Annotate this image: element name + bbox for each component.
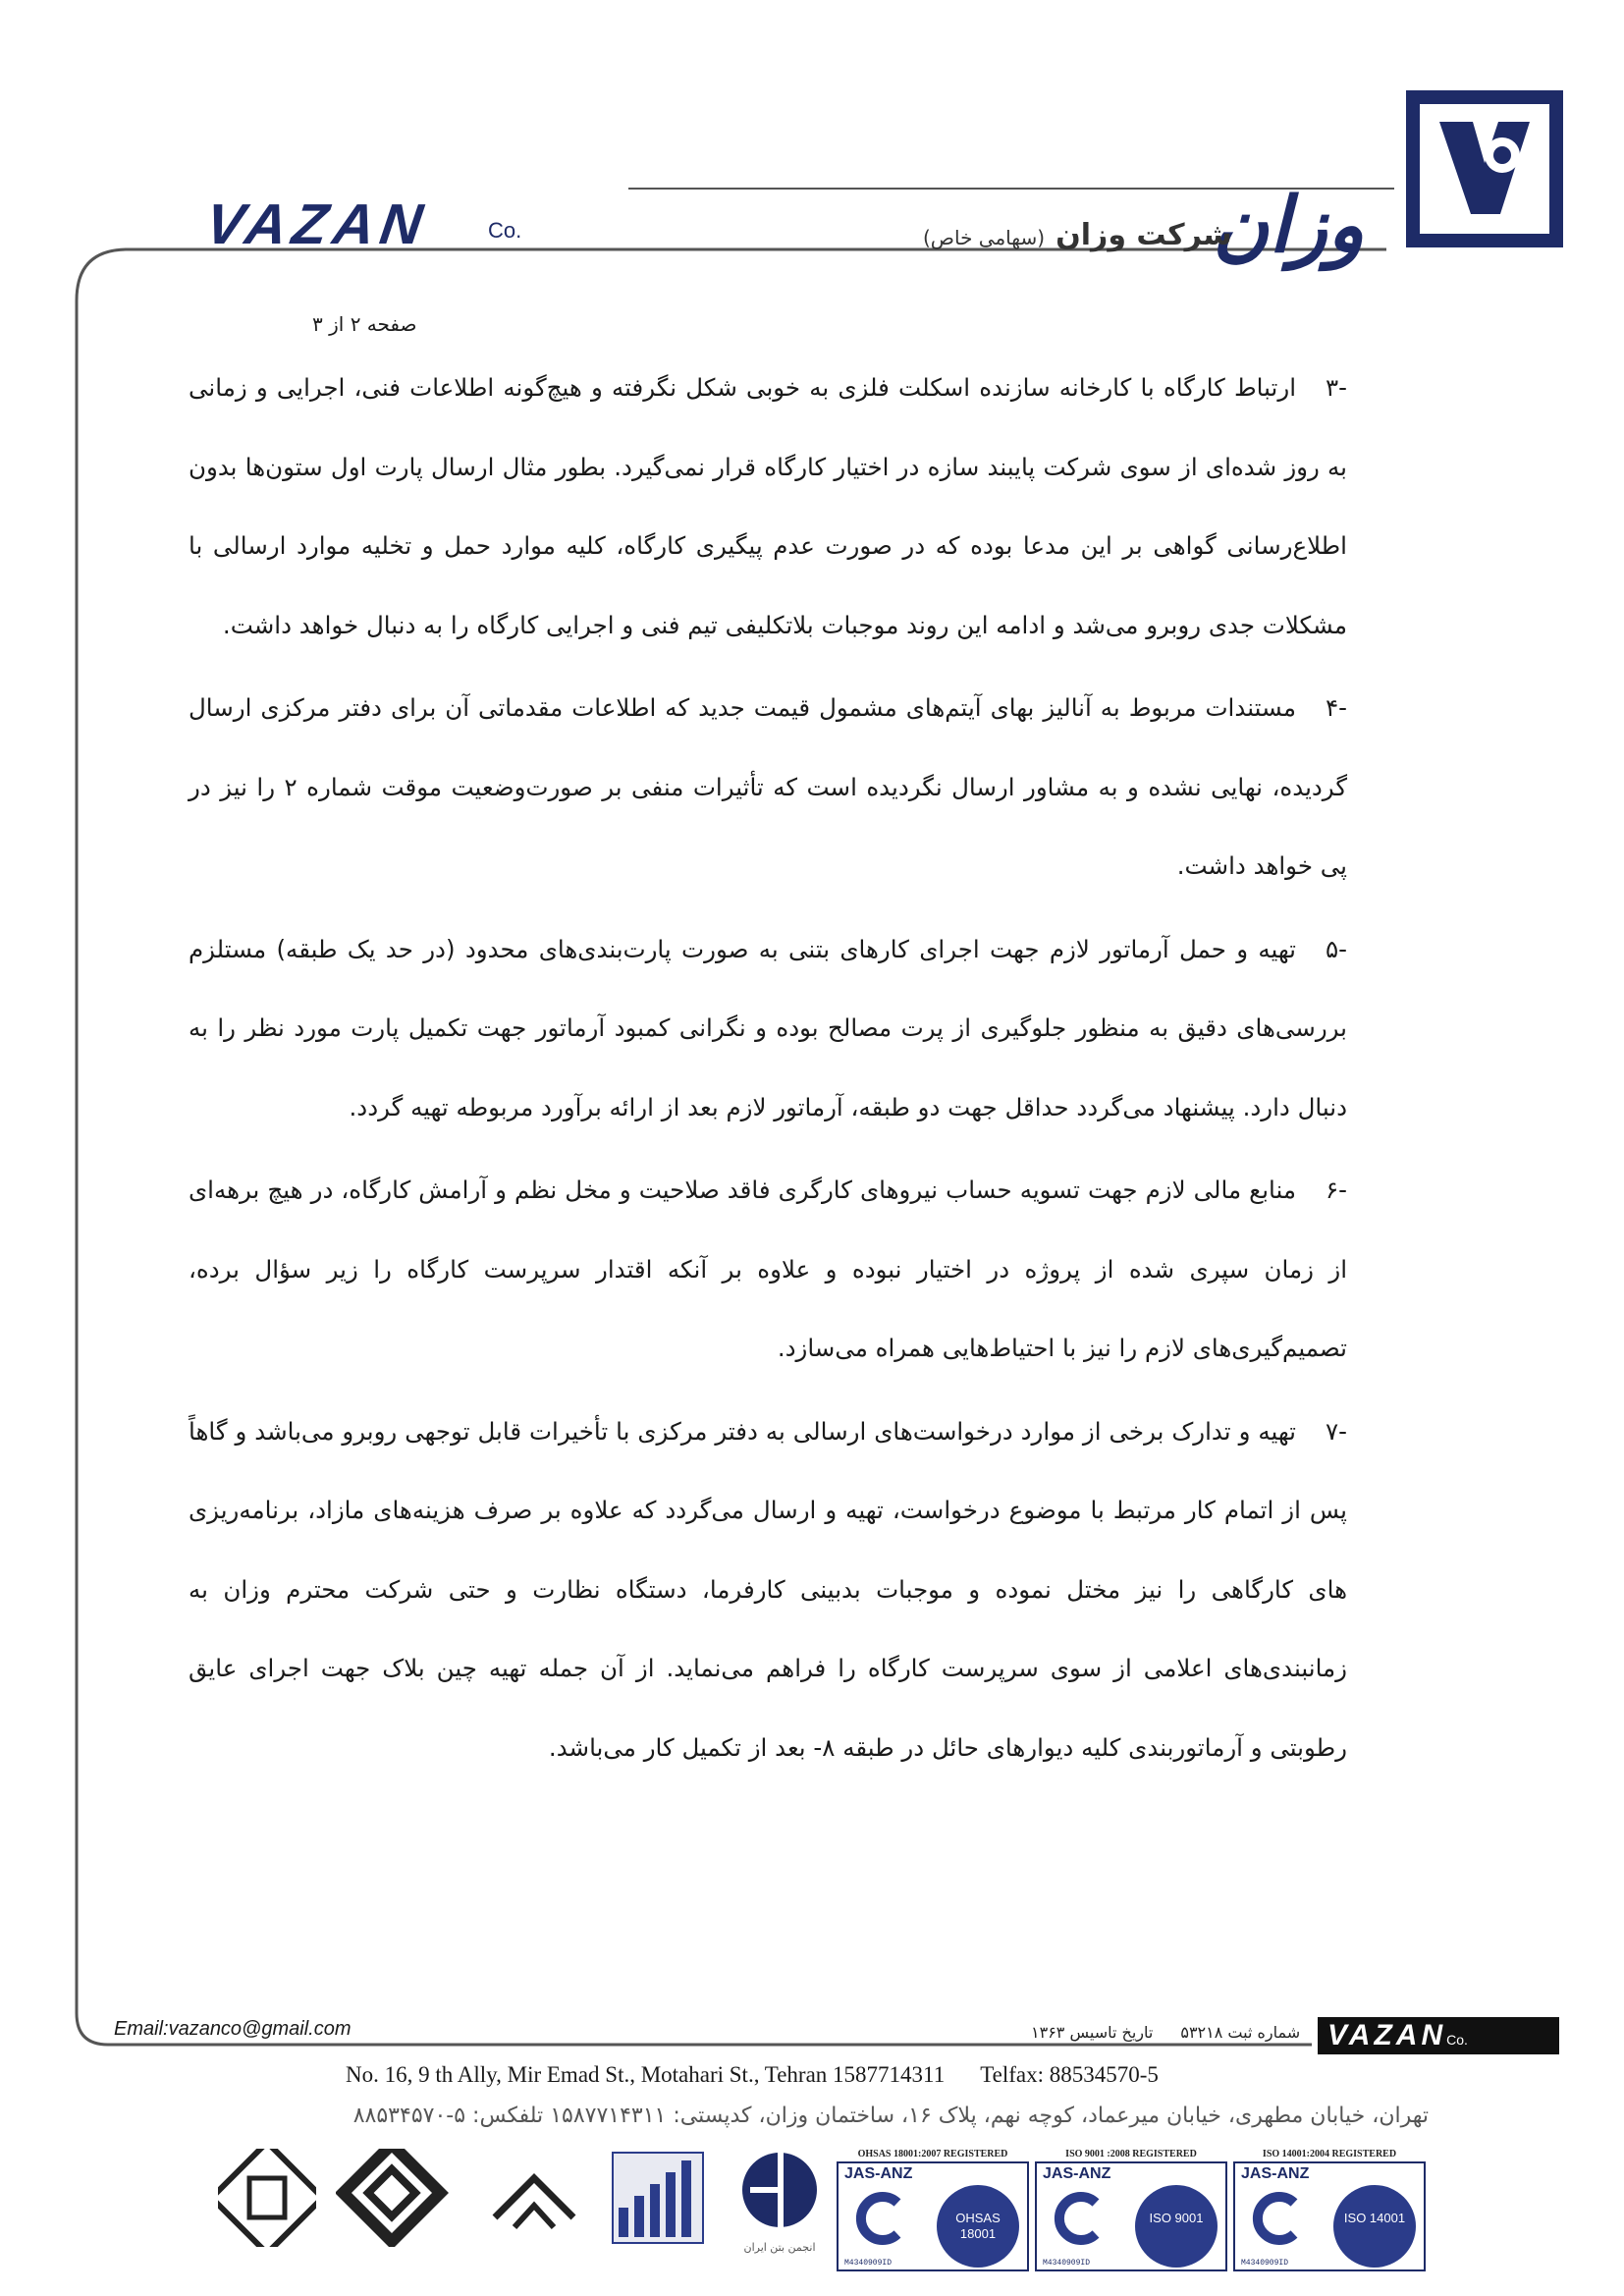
item-number: -۳ xyxy=(1325,373,1347,402)
brand-persian-wordmark: وزان xyxy=(1213,182,1365,270)
list-item xyxy=(189,1393,1347,1788)
cert-label: OHSAS 18001:2007 REGISTERED xyxy=(857,2149,1008,2159)
association-logo-2 xyxy=(336,2149,454,2251)
cert-badge-iso14001 xyxy=(1233,2149,1426,2271)
company-name: شرکت وزان xyxy=(1056,218,1232,252)
cert-badge-iso9001 xyxy=(1035,2149,1227,2271)
item-number: -۶ xyxy=(1325,1175,1347,1204)
item-text: منابع مالی لازم جهت تسویه حساب نیروهای کارگری فاقد صلاحیت و مخل نظم و آرامش کارگاه، در هیچ برهه‌ای از زمان سپری شده از پروژه در اختیار نبوده و علاوه بر آنکه اقتدار سرپرست کارگاه را زیر سؤال برده، تصمیم‌گیری‌های لازم را نیز با احتیاط‌هایی همراه می‌سازد. xyxy=(189,1175,1347,1362)
association-caption: انجمن بتن ایران xyxy=(743,2241,816,2254)
item-text: تهیه و تدارک برخی از موارد درخواست‌های ارسالی به دفتر مرکزی با تأخیرات قابل توجهی روبرو می‌باشد و گاهاً پس از اتمام کار مرتبط با موضوع درخواست، تهیه و ارسال می‌گردد که علاوه بر صرف هزینه‌های مازاد، برنامه‌ریزی های کارگاهی را نیز مختل نموده و موجبات بدبینی کارفرما، دستگاه نظارت و حتی شرکت محترم وزان به زمانبندی‌های اعلامی از سوی سرپرست کارگاه را فراهم می‌نماید. از آن جمله تهیه چین بلاک جهت اجرای عایق رطوبتی و آرماتوربندی کلیه دیوارهای حائل در طبقه ۸- بعد از تکمیل کار می‌باشد. xyxy=(189,1416,1347,1762)
list-item xyxy=(189,910,1347,1148)
founded-date: تاریخ تاسیس ۱۳۶۳ xyxy=(1031,2023,1154,2042)
association-logo-4 xyxy=(609,2149,707,2261)
item-text: تهیه و حمل آرماتور لازم جهت اجرای کارهای بتنی به صورت پارت‌بندی‌های محدود (در حد یک طبقه) مستلزم بررسی‌های دقیق به منظور جلوگیری از پرت مصالح بوده و نگرانی کمبود آرماتور جهت تکمیل پارت مورد نظر را به دنبال دارد. پیشنهاد می‌گردد حداقل جهت دو طبقه، آرماتور لازم بعد از ارائه برآورد مربوطه تهیه گردد. xyxy=(189,934,1347,1121)
cert-code: M4340909ID xyxy=(1043,2259,1091,2268)
item-text: مستندات مربوط به آنالیز بهای آیتم‌های مشمول قیمت جدید که اطلاعات مقدماتی آن برای دفتر مرکزی ارسال گردیده، نهایی نشده و به مشاور ارسال نگردیده است که تأثیرات منفی بر صورت‌وضعیت موقت شماره ۲ را نیز در پی خواهد داشت. xyxy=(189,693,1347,880)
company-logo xyxy=(1406,90,1563,247)
cert-code: M4340909ID xyxy=(1241,2259,1289,2268)
page-number: صفحه ۲ از ۳ xyxy=(312,312,417,336)
jas-anz-icon xyxy=(1049,2189,1108,2248)
item-number: -۴ xyxy=(1325,693,1347,722)
cert-label: ISO 9001 :2008 REGISTERED xyxy=(1065,2149,1197,2159)
cert-standard: OHSAS 18001 xyxy=(937,2185,1019,2268)
cert-standard: ISO 14001 xyxy=(1333,2185,1416,2268)
company-type: (سهامی خاص) xyxy=(923,226,1046,249)
brand-english-suffix: Co. xyxy=(488,218,522,243)
item-number: -۵ xyxy=(1325,934,1347,963)
cert-body: JAS-ANZ xyxy=(1241,2165,1310,2182)
footer-email: Email:vazanco@gmail.com xyxy=(114,2018,352,2040)
telfax-english: Telfax: 88534570-5 xyxy=(980,2062,1159,2087)
address-english-text: No. 16, 9 th Ally, Mir Emad St., Motahari St., Tehran 1587714311 xyxy=(346,2062,946,2087)
cert-code: M4340909ID xyxy=(844,2259,893,2268)
cert-body: JAS-ANZ xyxy=(1043,2165,1111,2182)
letter-body xyxy=(189,349,1347,1791)
concrete-association-logo xyxy=(731,2149,829,2254)
registration-number: شماره ثبت ۵۳۲۱۸ xyxy=(1180,2023,1301,2042)
cert-badge-ohsas xyxy=(837,2149,1029,2271)
list-item xyxy=(189,1151,1347,1389)
jas-anz-icon xyxy=(850,2189,909,2248)
cert-label: ISO 14001:2004 REGISTERED xyxy=(1262,2149,1397,2159)
list-item xyxy=(189,349,1347,665)
footer-logo: VAZANCo. xyxy=(1318,2017,1559,2054)
company-name-line xyxy=(923,218,1232,252)
association-logo-3 xyxy=(485,2149,583,2251)
list-item xyxy=(189,669,1347,906)
brand-english-wordmark: VAZAN xyxy=(201,192,433,256)
address-persian: تهران، خیابان مطهری، خیابان میرعماد، کوچه نهم، پلاک ۱۶، ساختمان وزان، کدپستی: ۱۵۸۷۷۱۴۳۱۱ تلفکس: ۵-۸۸۵۳۴۵۷۰ xyxy=(352,2104,1429,2128)
item-number: -۷ xyxy=(1325,1416,1347,1446)
registration-info xyxy=(1003,2023,1300,2042)
item-text: ارتباط کارگاه با کارخانه سازنده اسکلت فلزی به خوبی شکل نگرفته و هیچ‌گونه اطلاعات فنی، اجرایی و زمانی به روز شده‌ای از سوی شرکت پایبند سازه در اختیار کارگاه قرار نمی‌گیرد. بطور مثال ارسال پارت اول ستون‌ها بدون اطلاع‌رسانی گواهی بر این مدعا بوده که در صورت عدم پیگیری کارگاه، کلیه موارد حمل و تخلیه موارد ارسالی با مشکلات جدی روبرو می‌شد و ادامه این روند موجبات بلاتکلیفی تیم فنی و اجرایی کارگاه را به دنبال خواهد داشت. xyxy=(189,373,1347,639)
association-logo-1 xyxy=(218,2149,316,2251)
cert-body: JAS-ANZ xyxy=(844,2165,913,2182)
cert-standard: ISO 9001 xyxy=(1135,2185,1218,2268)
jas-anz-icon xyxy=(1247,2189,1306,2248)
address-english xyxy=(346,2062,1159,2088)
